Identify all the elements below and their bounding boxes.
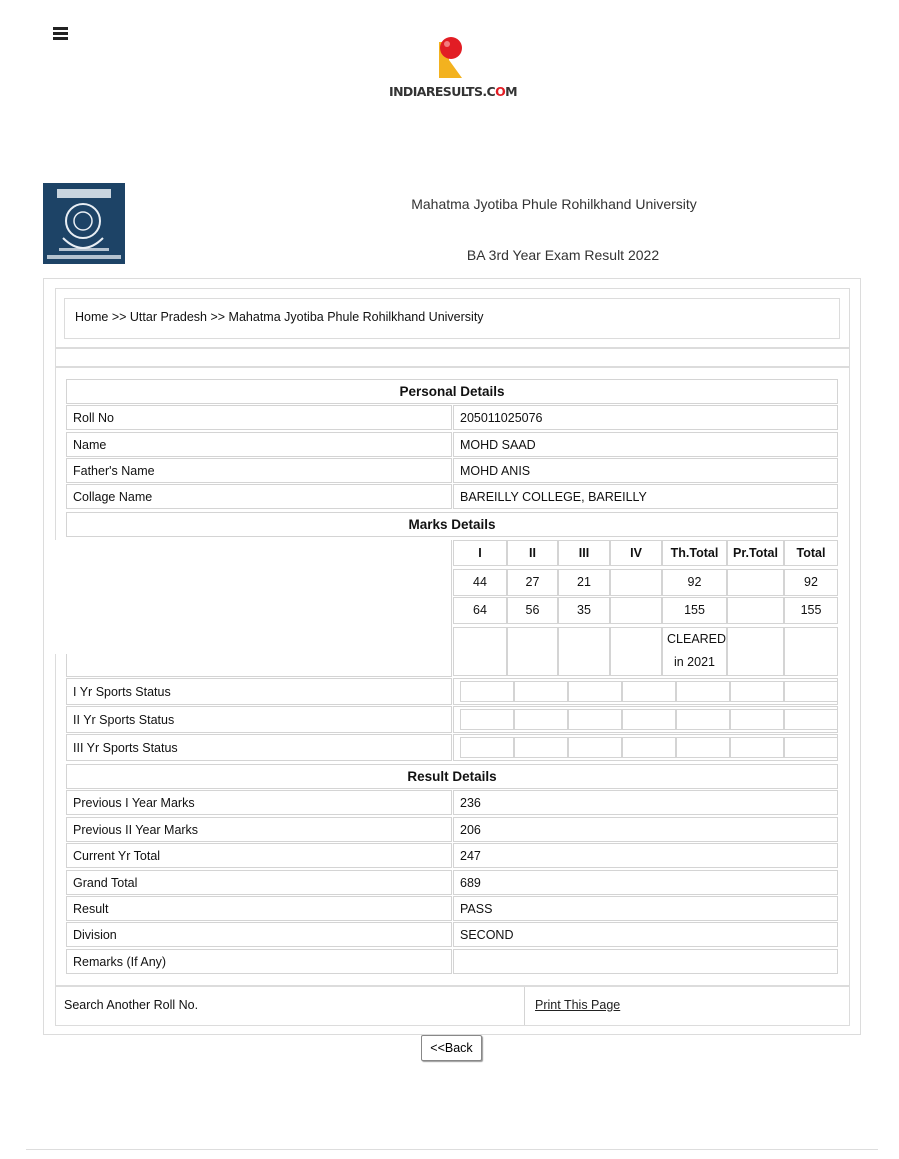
detail-value: BAREILLY COLLEGE, BAREILLY bbox=[453, 484, 838, 509]
breadcrumb[interactable]: Home >> Uttar Pradesh >> Mahatma Jyotiba Phule Rohilkhand University bbox=[75, 310, 484, 324]
footer-divider bbox=[524, 987, 525, 1025]
sports-status-cell bbox=[460, 737, 514, 758]
sports-status-cell bbox=[784, 681, 838, 702]
sports-status-cell bbox=[622, 737, 676, 758]
marks-cell: 27 bbox=[507, 569, 558, 596]
marks-cell: 21 bbox=[558, 569, 610, 596]
marks-cell: 44 bbox=[453, 569, 507, 596]
result-value: 689 bbox=[453, 870, 838, 895]
logo-mark-icon bbox=[388, 34, 518, 86]
marks-column-header: Total bbox=[784, 540, 838, 566]
marks-cell bbox=[784, 627, 838, 676]
spacer-frame bbox=[55, 348, 850, 367]
sports-status-cell bbox=[460, 709, 514, 730]
sports-status-cell bbox=[784, 709, 838, 730]
sports-status-cell bbox=[676, 737, 730, 758]
marks-cell bbox=[727, 569, 784, 596]
print-page-link[interactable]: Print This Page bbox=[535, 998, 621, 1012]
detail-label: Name bbox=[66, 432, 452, 457]
sports-status-cell bbox=[730, 737, 784, 758]
marks-cell: 56 bbox=[507, 597, 558, 624]
sports-status-cell bbox=[622, 709, 676, 730]
result-value: 206 bbox=[453, 817, 838, 842]
detail-label: Collage Name bbox=[66, 484, 452, 509]
marks-column-header: Pr.Total bbox=[727, 540, 784, 566]
sports-status-cell bbox=[676, 709, 730, 730]
university-name: Mahatma Jyotiba Phule Rohilkhand University bbox=[411, 196, 697, 212]
indiaresults-logo[interactable] bbox=[388, 34, 518, 104]
sports-status-cell bbox=[676, 681, 730, 702]
marks-cell: 155 bbox=[662, 597, 727, 624]
sports-status-cell bbox=[568, 737, 622, 758]
result-label: Division bbox=[66, 922, 452, 947]
marks-cell: 92 bbox=[662, 569, 727, 596]
result-label: Current Yr Total bbox=[66, 843, 452, 868]
marks-column-header: IV bbox=[610, 540, 662, 566]
result-label: Grand Total bbox=[66, 870, 452, 895]
result-label: Previous II Year Marks bbox=[66, 817, 452, 842]
sports-status-cell bbox=[622, 681, 676, 702]
hamburger-menu-icon[interactable] bbox=[53, 27, 68, 39]
sports-status-cell bbox=[784, 737, 838, 758]
sports-status-cell bbox=[730, 709, 784, 730]
marks-cell bbox=[610, 569, 662, 596]
marks-column-header: Th.Total bbox=[662, 540, 727, 566]
personal-details-heading: Personal Details bbox=[66, 379, 838, 404]
result-label: Previous I Year Marks bbox=[66, 790, 452, 815]
sports-status-label: I Yr Sports Status bbox=[66, 678, 452, 705]
sports-status-cell bbox=[568, 681, 622, 702]
exam-title: BA 3rd Year Exam Result 2022 bbox=[466, 247, 660, 263]
sports-status-label: II Yr Sports Status bbox=[66, 706, 452, 733]
logo-text: INDIARESULTS.COM bbox=[389, 84, 517, 99]
marks-column-header: II bbox=[507, 540, 558, 566]
detail-value: MOHD ANIS bbox=[453, 458, 838, 483]
marks-cell bbox=[453, 627, 507, 676]
result-label: Remarks (If Any) bbox=[66, 949, 452, 974]
detail-label: Father's Name bbox=[66, 458, 452, 483]
sports-status-cell bbox=[730, 681, 784, 702]
sports-status-cell bbox=[514, 737, 568, 758]
sports-status-cell bbox=[460, 681, 514, 702]
marks-cell bbox=[610, 627, 662, 676]
marks-cell: 64 bbox=[453, 597, 507, 624]
marks-details-heading: Marks Details bbox=[66, 512, 838, 537]
marks-cell: 35 bbox=[558, 597, 610, 624]
marks-cell bbox=[727, 627, 784, 676]
result-details-heading: Result Details bbox=[66, 764, 838, 789]
sports-status-cell bbox=[568, 709, 622, 730]
marks-cell: CLEARED in 2021 bbox=[662, 627, 727, 676]
marks-blank-overlay bbox=[45, 540, 441, 654]
detail-label: Roll No bbox=[66, 405, 452, 430]
detail-value: 205011025076 bbox=[453, 405, 838, 430]
marks-cell: 155 bbox=[784, 597, 838, 624]
bottom-divider bbox=[26, 1149, 878, 1150]
university-emblem-icon bbox=[43, 183, 125, 264]
result-value bbox=[453, 949, 838, 974]
result-value: SECOND bbox=[453, 922, 838, 947]
sports-status-cell bbox=[514, 709, 568, 730]
marks-column-header: III bbox=[558, 540, 610, 566]
result-value: 236 bbox=[453, 790, 838, 815]
marks-column-header: I bbox=[453, 540, 507, 566]
back-button[interactable]: <<Back bbox=[421, 1035, 482, 1061]
marks-cell bbox=[610, 597, 662, 624]
marks-cell bbox=[727, 597, 784, 624]
sports-status-cell bbox=[514, 681, 568, 702]
detail-value: MOHD SAAD bbox=[453, 432, 838, 457]
search-another-link[interactable]: Search Another Roll No. bbox=[64, 998, 199, 1012]
marks-cell bbox=[507, 627, 558, 676]
result-label: Result bbox=[66, 896, 452, 921]
result-value: PASS bbox=[453, 896, 838, 921]
result-value: 247 bbox=[453, 843, 838, 868]
marks-cell: 92 bbox=[784, 569, 838, 596]
sports-status-label: III Yr Sports Status bbox=[66, 734, 452, 761]
marks-cell bbox=[558, 627, 610, 676]
